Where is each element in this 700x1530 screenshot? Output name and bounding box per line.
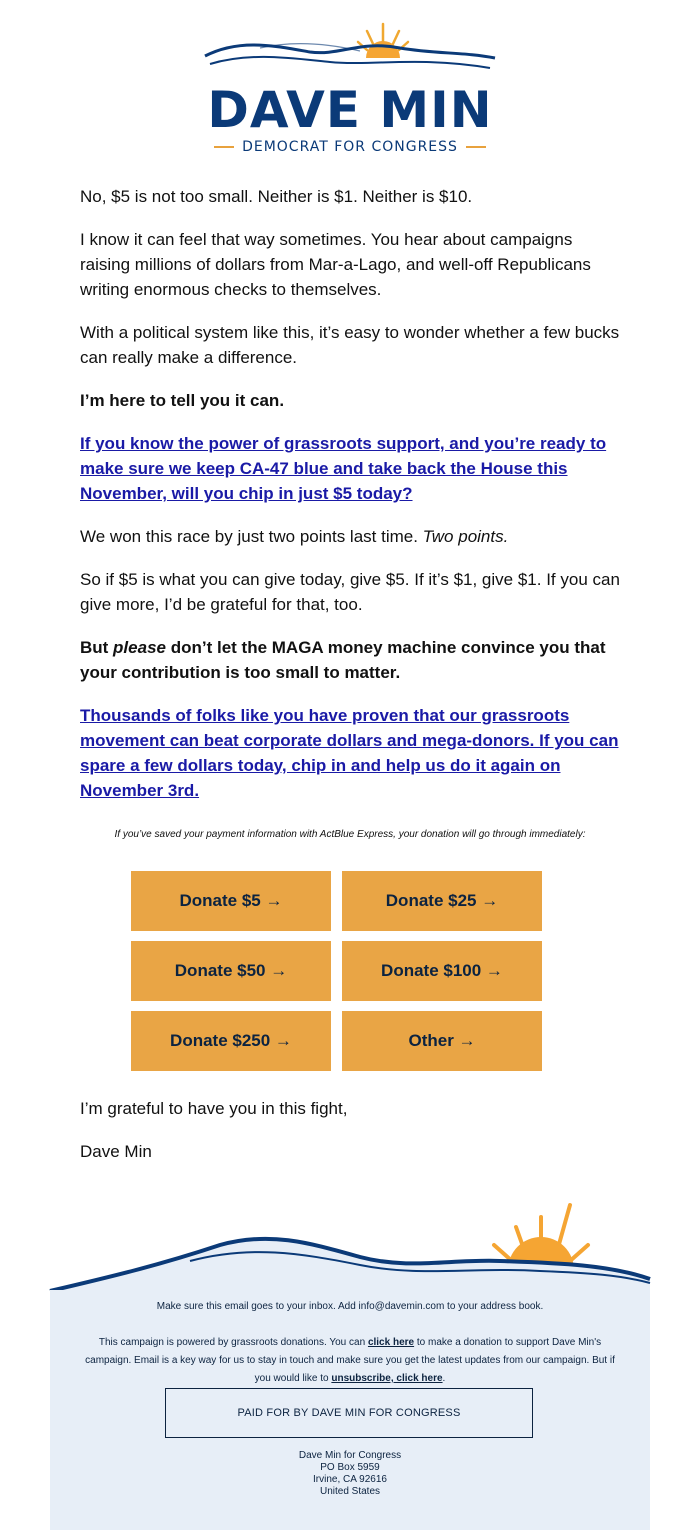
paragraph: So if $5 is what you can give today, give $5. If it’s $1, give $1. If you can give more, I’d be grateful for that, too. [80, 570, 620, 614]
paragraph [80, 524, 620, 549]
paragraph: No, $5 is not too small. Neither is $1. Neither is $10. [80, 187, 473, 206]
donate-25-button[interactable]: Donate $25 → [342, 871, 542, 931]
paragraph: With a political system like this, it’s easy to wonder whether a few bucks can really make a difference. [80, 323, 620, 367]
logo-subtitle [200, 138, 500, 156]
donate-other-button[interactable]: Other → [342, 1011, 542, 1071]
address-line: Dave Min for Congress [298, 1450, 402, 1461]
mountain-sun-icon [200, 18, 500, 83]
logo-rule-right [466, 146, 486, 148]
logo-rule-left [214, 146, 234, 148]
address-line: United States [319, 1486, 381, 1497]
donate-100-button[interactable]: Donate $100 → [342, 941, 542, 1001]
donate-50-button[interactable]: Donate $50 → [131, 941, 331, 1001]
paragraph-emphasis: please [113, 638, 166, 657]
footer-paragraph [78, 1334, 622, 1388]
signature: Dave Min [80, 1142, 152, 1161]
paragraph-link [80, 431, 620, 506]
donate-250-button[interactable]: Donate $250 → [131, 1011, 331, 1071]
inbox-note: Make sure this email goes to your inbox. Add info@davemin.com to your address book. [156, 1301, 544, 1312]
paragraph: I know it can feel that way sometimes. You hear about campaigns raising millions of dollars from Mar-a-Lago, and well-off Republicans writing enormous checks to themselves. [80, 230, 591, 299]
footer-text: to make a donation to support Dave Min's campaign. Email is a key way for us to stay in touch and make sure you get the latest updates from our campaign. But if you would like to [85, 1337, 615, 1384]
paragraph-emphasis: Two points. [422, 527, 509, 546]
paragraph-text: We won this race by just two points last time. [80, 527, 423, 546]
donate-link[interactable]: Thousands of folks like you have proven that our grassroots movement can beat corporate dollars and mega-donors. If you can spare a few dollars today, chip in and help us do it again on November 3rd. [80, 706, 619, 800]
footer [50, 1290, 650, 1530]
paragraph-text: don’t let the MAGA money machine convince you that your contribution is too small to matter. [80, 638, 606, 682]
donation-link[interactable]: click here [367, 1337, 415, 1348]
donate-button-grid [131, 871, 542, 1071]
campaign-logo [200, 18, 500, 155]
closing [80, 1096, 620, 1182]
paragraph-bold [80, 635, 620, 685]
paragraph-link [80, 703, 620, 803]
donate-link[interactable]: If you know the power of grassroots support, and you’re ready to make sure we keep CA-47 blue and take back the House this November, will you chip in just $5 today? [80, 434, 607, 503]
address-line: PO Box 5959 [320, 1462, 380, 1473]
paid-for-disclaimer: PAID FOR BY DAVE MIN FOR CONGRESS [165, 1388, 533, 1438]
logo-name: DAVE MIN [207, 81, 493, 139]
closing-line: I’m grateful to have you in this fight, [80, 1099, 348, 1118]
paragraph-text: But [80, 638, 114, 657]
donate-5-button[interactable]: Donate $5 → [131, 871, 331, 931]
footer-text: . [442, 1373, 446, 1384]
unsubscribe-link[interactable]: unsubscribe, click here [331, 1373, 443, 1384]
footer-text: This campaign is powered by grassroots donations. You can [98, 1337, 368, 1348]
actblue-note: If you’ve saved your payment information with ActBlue Express, your donation will go through immediately: [114, 829, 586, 840]
address-line: Irvine, CA 92616 [313, 1474, 387, 1485]
footer-wave-sun-icon [0, 1195, 700, 1295]
logo-subtitle-text: DEMOCRAT FOR CONGRESS [242, 139, 458, 155]
email-body [80, 184, 620, 821]
paragraph-bold: I’m here to tell you it can. [80, 391, 285, 410]
mailing-address [50, 1450, 650, 1498]
